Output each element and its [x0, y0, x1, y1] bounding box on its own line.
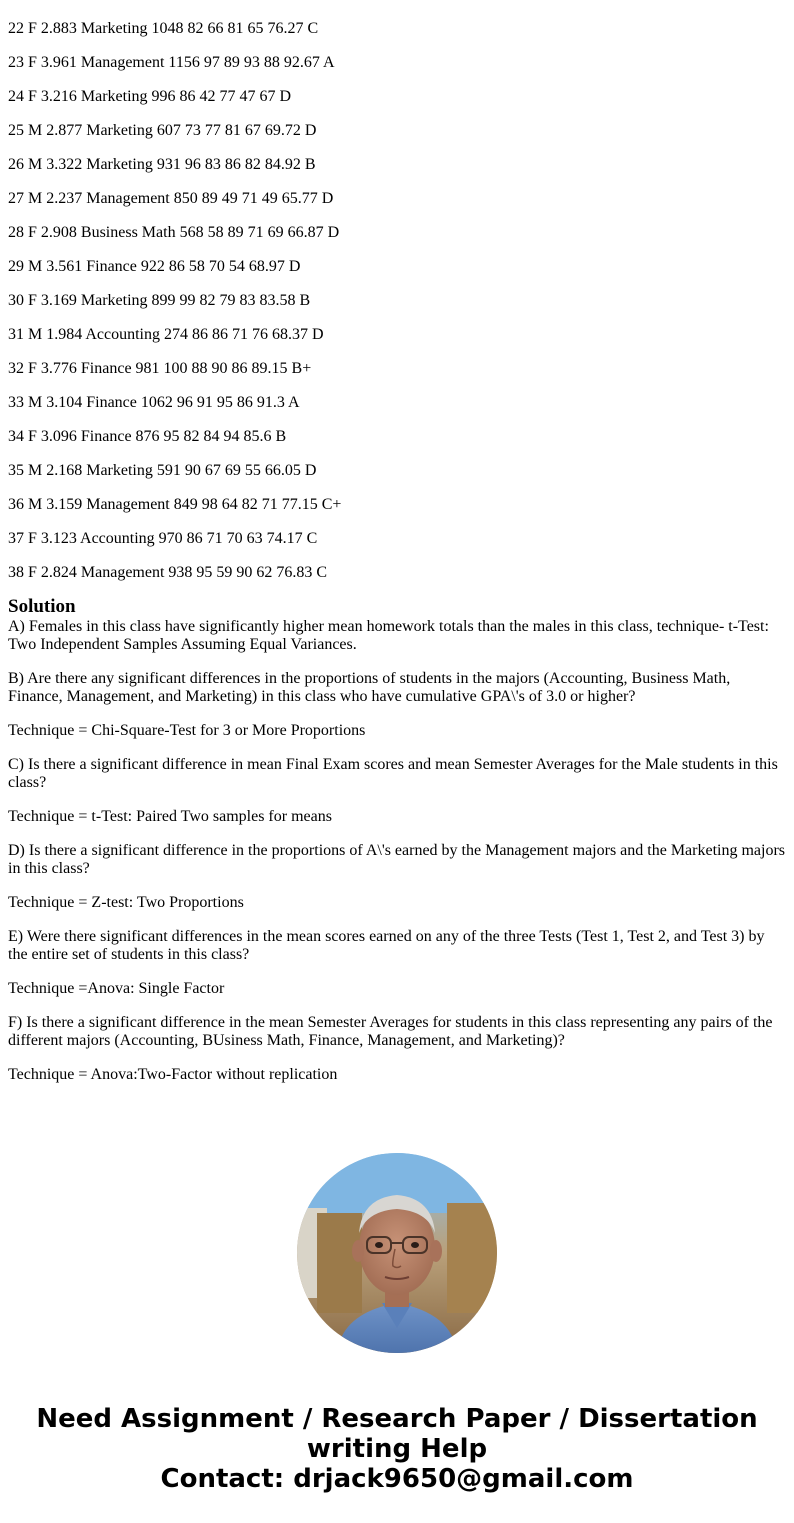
document-page [8, 0, 786, 1100]
solution-paragraph: Technique = Chi-Square-Test for 3 or More Proportions [8, 722, 366, 739]
solution-paragraph: B) Are there any significant differences in the proportions of students in the majors (Accounting, Business Math, Finance, Management, and Marketing) in this class who have cumulative GPA\'s of 3.0 or higher? [8, 670, 731, 705]
solution-paragraph: D) Is there a significant difference in the proportions of A\'s earned by the Management majors and the Marketing majors in this class? [8, 842, 786, 877]
data-row: 34 F 3.096 Finance 876 95 82 84 94 85.6 B [8, 428, 287, 445]
footer-line: Need Assignment / Research Paper / Dissertation [36, 1404, 758, 1434]
data-row: 27 M 2.237 Management 850 89 49 71 49 65.77 D [8, 190, 334, 207]
footer-contact-line: Contact: drjack9650@gmail.com [160, 1464, 634, 1494]
data-row: 38 F 2.824 Management 938 95 59 90 62 76.83 C [8, 564, 328, 581]
footer-line: writing Help [306, 1434, 488, 1464]
avatar [297, 1153, 497, 1353]
data-row: 24 F 3.216 Marketing 996 86 42 77 47 67 D [8, 88, 292, 105]
data-row: 35 M 2.168 Marketing 591 90 67 69 55 66.05 D [8, 462, 317, 479]
solution-paragraph: Technique = Anova:Two-Factor without replication [8, 1066, 338, 1083]
solution-paragraph: E) Were there significant differences in the mean scores earned on any of the three Tests (Test 1, Test 2, and Test 3) by the entire set of students in this class? [8, 928, 765, 963]
data-row: 23 F 3.961 Management 1156 97 89 93 88 92.67 A [8, 54, 335, 71]
solution-paragraph: C) Is there a significant difference in mean Final Exam scores and mean Semester Averages for the Male students in this class? [8, 756, 778, 791]
data-row: 22 F 2.883 Marketing 1048 82 66 81 65 76.27 C [8, 20, 319, 37]
data-rows [8, 0, 786, 581]
solution-paragraph: F) Is there a significant difference in the mean Semester Averages for students in this class representing any pairs of the different majors (Accounting, BUsiness Math, Finance, Management, and Marketing)? [8, 1014, 773, 1049]
data-row: 33 M 3.104 Finance 1062 96 91 95 86 91.3 A [8, 394, 300, 411]
solution-paragraph: Technique = Z-test: Two Proportions [8, 894, 244, 911]
data-row: 37 F 3.123 Accounting 970 86 71 70 63 74.17 C [8, 530, 318, 547]
data-row: 36 M 3.159 Management 849 98 64 82 71 77.15 C+ [8, 496, 342, 513]
data-row: 32 F 3.776 Finance 981 100 88 90 86 89.15 B+ [8, 360, 312, 377]
solution-paragraph: Technique =Anova: Single Factor [8, 980, 225, 997]
data-row: 28 F 2.908 Business Math 568 58 89 71 69 66.87 D [8, 224, 340, 241]
data-row: 26 M 3.322 Marketing 931 96 83 86 82 84.92 B [8, 156, 316, 173]
avatar-portrait-image [297, 1153, 497, 1353]
data-row: 25 M 2.877 Marketing 607 73 77 81 67 69.72 D [8, 122, 317, 139]
data-row: 30 F 3.169 Marketing 899 99 82 79 83 83.58 B [8, 292, 311, 309]
solution-body [8, 618, 786, 1084]
solution-paragraph: A) Females in this class have significantly higher mean homework totals than the males in this class, technique- t-Test: Two Independent Samples Assuming Equal Variances. [8, 618, 769, 653]
data-row: 29 M 3.561 Finance 922 86 58 70 54 68.97 D [8, 258, 301, 275]
data-row: 31 M 1.984 Accounting 274 86 86 71 76 68.37 D [8, 326, 324, 343]
solution-heading: Solution [8, 596, 76, 617]
footer-contact-banner [0, 1404, 794, 1494]
solution-paragraph: Technique = t-Test: Paired Two samples for means [8, 808, 332, 825]
